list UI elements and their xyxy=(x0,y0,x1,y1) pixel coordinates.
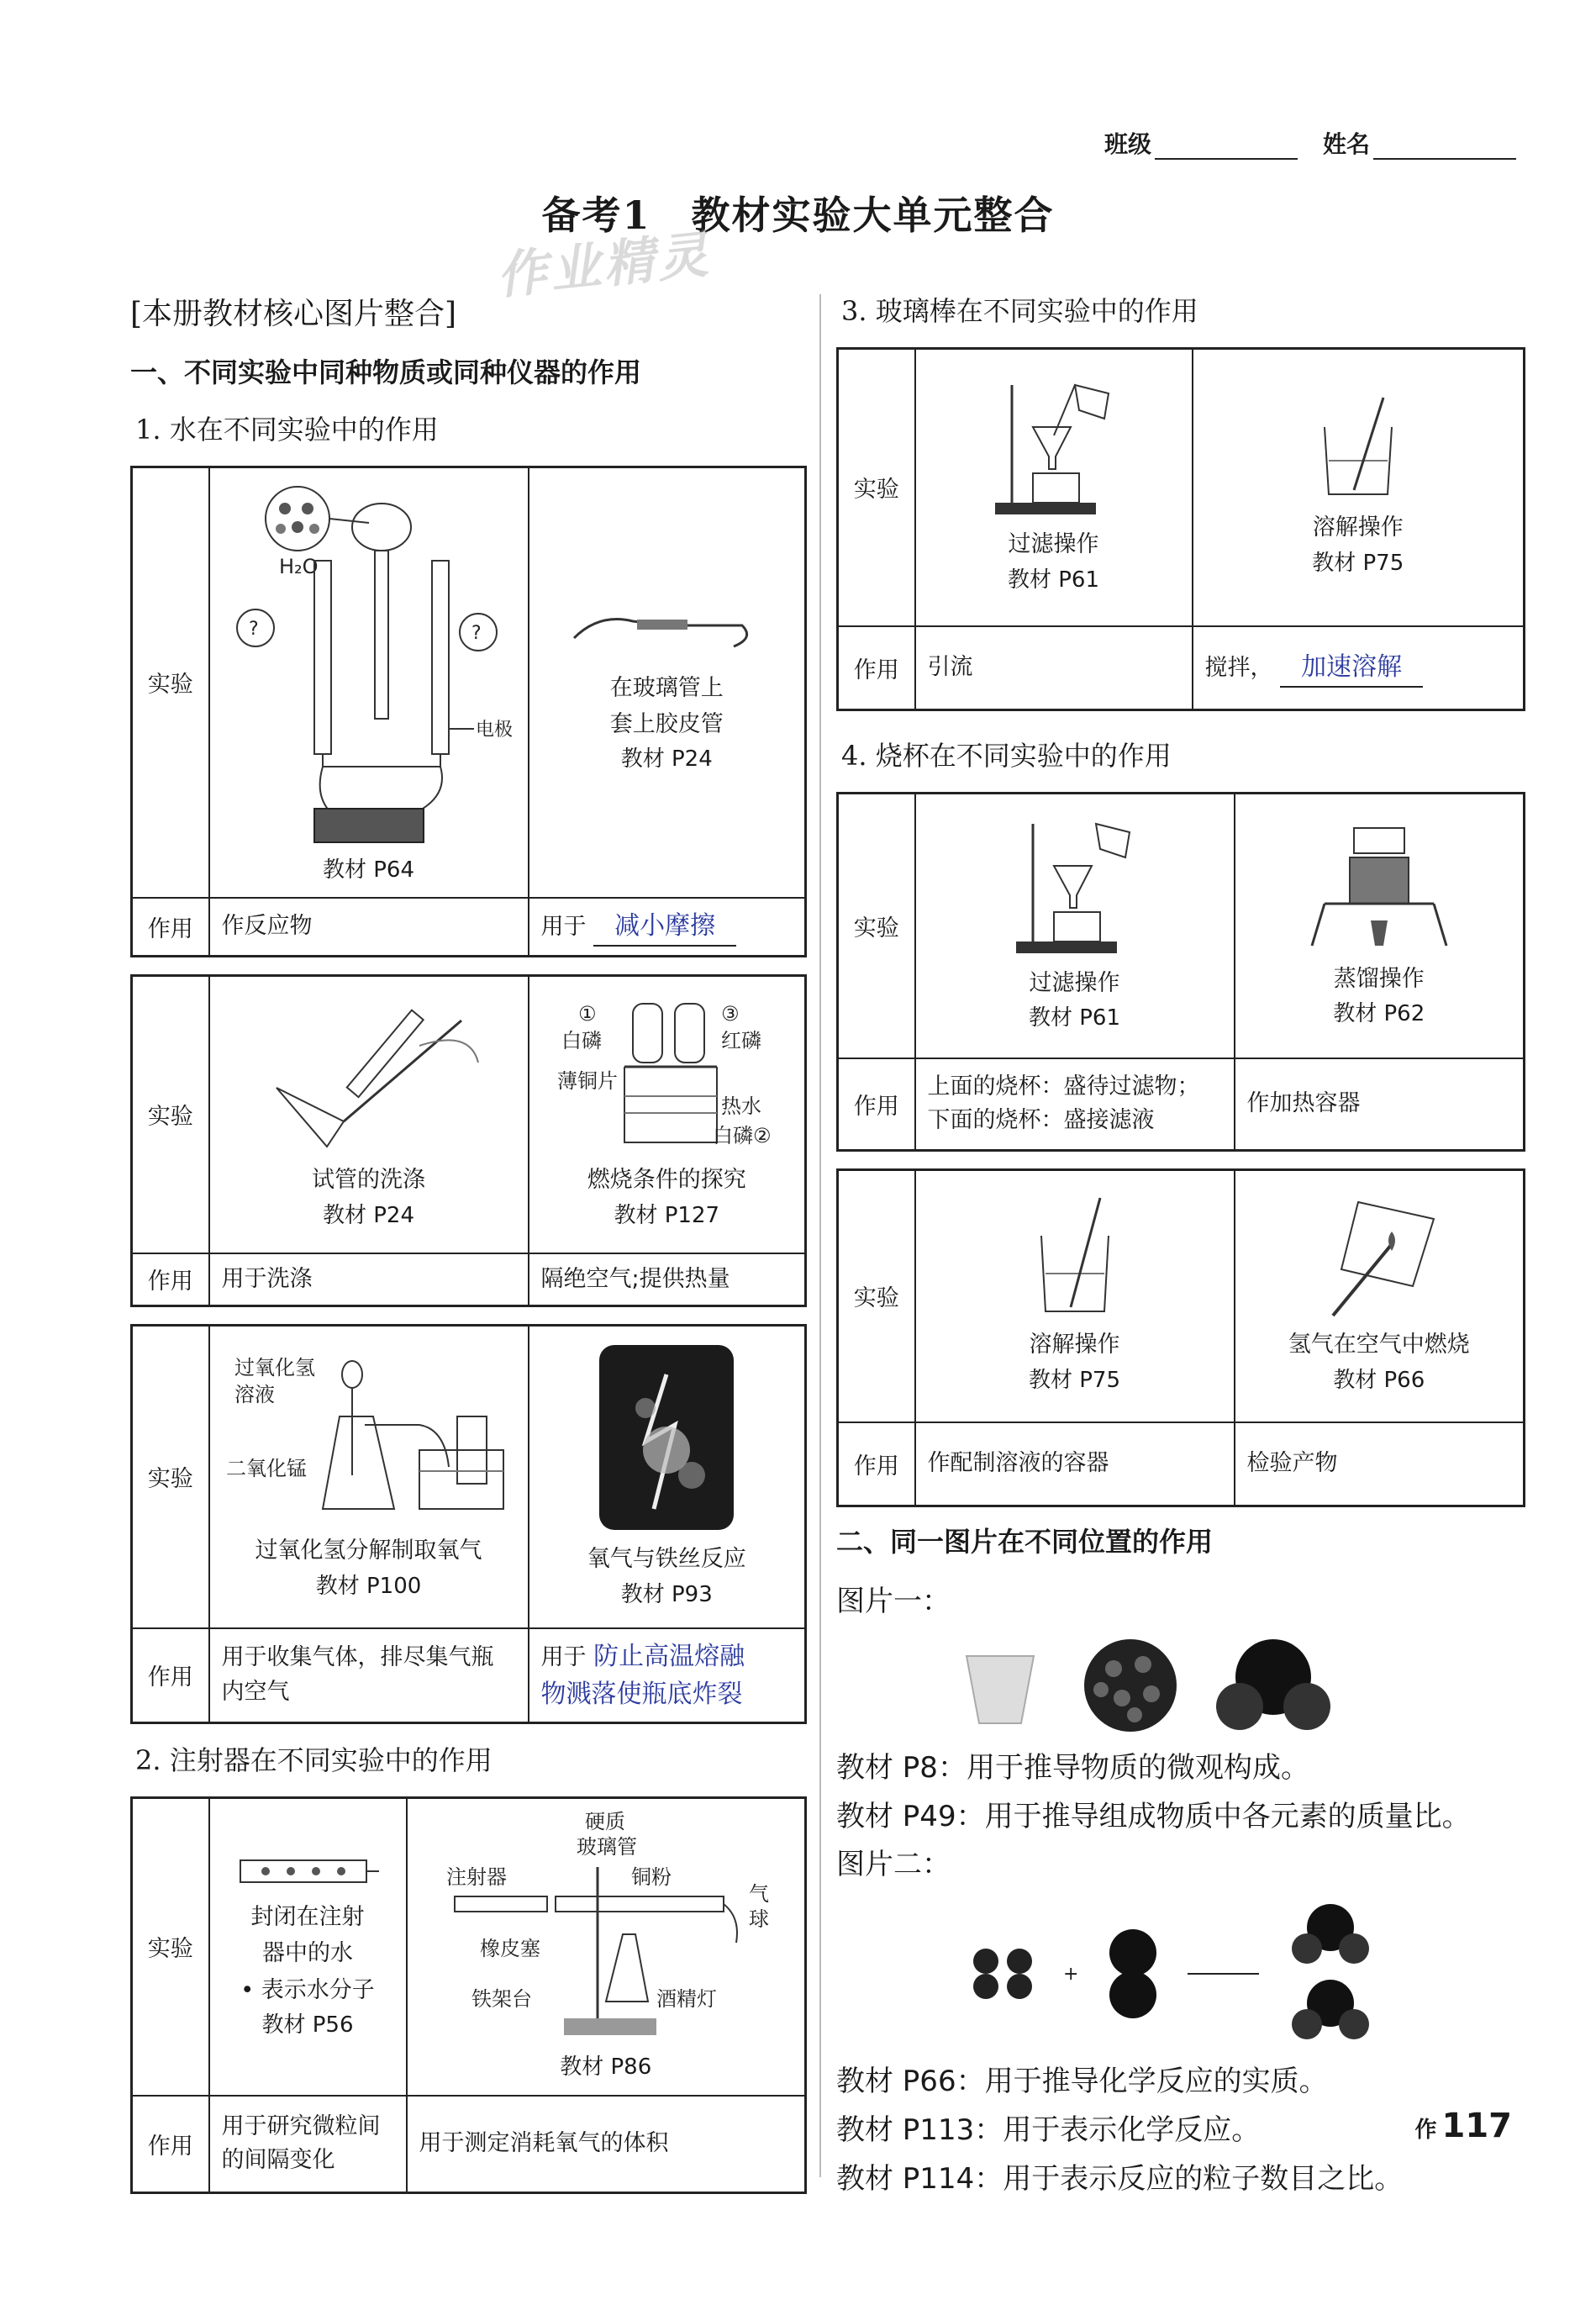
electrolysis-apparatus-icon xyxy=(230,477,513,847)
oxygen-generation-apparatus-icon xyxy=(226,1349,512,1526)
oxygen-molecule-icon xyxy=(1104,1928,1162,2020)
figure-distillation xyxy=(1235,794,1525,1058)
figure-combustion xyxy=(529,976,806,1253)
figure-electrolysis xyxy=(209,467,529,898)
hydrogen-burning-icon xyxy=(1308,1194,1451,1320)
class-label: 班级 xyxy=(1104,130,1151,158)
svg-text:二氧化锰: 二氧化锰 xyxy=(225,1457,307,1481)
row-label-role: 作用 xyxy=(132,1628,209,1723)
svg-text:玻璃管: 玻璃管 xyxy=(576,1835,637,1859)
caption-filtration: 过滤操作 xyxy=(1008,531,1099,558)
caption-hydrogen-burning-ref: 教材 P66 xyxy=(1333,1367,1425,1393)
caption-electrolysis: 教材 P64 xyxy=(322,857,415,883)
glass-rod-table xyxy=(836,347,1525,711)
role-prefix: 用于 xyxy=(540,1643,587,1670)
figure-tube-washing xyxy=(209,976,529,1253)
svg-text:①: ① xyxy=(578,1002,597,1026)
dissolving-beaker-icon xyxy=(1024,1194,1125,1320)
caption-filtration-beaker-ref: 教材 P61 xyxy=(1028,1005,1121,1031)
iron-wire-burning-photo-icon xyxy=(595,1341,738,1534)
page-number xyxy=(1414,2107,1512,2145)
role-text: 作加热容器 xyxy=(1235,1058,1525,1151)
hydrogen-molecules-icon xyxy=(971,1944,1038,2003)
svg-text:薄铜片: 薄铜片 xyxy=(557,1069,619,1094)
caption-combustion: 燃烧条件的探究 xyxy=(587,1167,746,1194)
caption-dissolving: 溶解操作 xyxy=(1312,514,1404,541)
page-prefix: 作 xyxy=(1414,2118,1437,2143)
row-label-experiment: 实验 xyxy=(132,976,209,1253)
caption-oxygen-prep-ref: 教材 P100 xyxy=(315,1573,422,1599)
syringe-table xyxy=(130,1796,807,2194)
figure-oxygen-volume xyxy=(407,1797,806,2096)
svg-text:球: 球 xyxy=(748,1907,769,1932)
class-blank xyxy=(1155,135,1298,160)
svg-text:气: 气 xyxy=(748,1882,769,1907)
figure-syringe-water xyxy=(209,1797,407,2096)
row-label-role: 作用 xyxy=(838,626,915,710)
svg-text:注射器: 注射器 xyxy=(445,1865,507,1890)
header-fields xyxy=(1104,126,1516,160)
caption-dissolving-ref: 教材 P75 xyxy=(1312,550,1404,576)
bracket-heading: [本册教材核心图片整合] xyxy=(130,297,457,331)
water-table-2 xyxy=(130,974,807,1307)
electrode-label: 电极 xyxy=(475,720,513,741)
row-label-experiment: 实验 xyxy=(132,1326,209,1628)
row-label-experiment: 实验 xyxy=(132,1797,209,2096)
sub-heading-glass-rod: 3. 玻璃棒在不同实验中的作用 xyxy=(841,295,1198,327)
filtration-icon xyxy=(1008,815,1142,958)
svg-text:溶液: 溶液 xyxy=(234,1383,275,1407)
svg-text:过氧化氢: 过氧化氢 xyxy=(234,1356,315,1380)
caption-syringe-2: 器中的水 xyxy=(262,1940,353,1967)
picture-1-line-2: 教材 P49：用于推导组成物质中各元素的质量比。 xyxy=(836,1799,1471,1833)
role-text: 用于测定消耗氧气的体积 xyxy=(407,2096,806,2192)
picture-1-label: 图片一： xyxy=(836,1585,951,1618)
caption-iron-wire: 氧气与铁丝反应 xyxy=(587,1546,746,1573)
row-label-role: 作用 xyxy=(132,2096,209,2192)
svg-text:铜粉: 铜粉 xyxy=(630,1865,672,1890)
beaker-table-2 xyxy=(836,1168,1525,1507)
page-number-value: 117 xyxy=(1441,2107,1512,2145)
row-label-experiment: 实验 xyxy=(838,1170,915,1422)
svg-text:?: ? xyxy=(471,623,482,644)
right-column xyxy=(836,290,1525,2204)
particle-cluster-icon xyxy=(1080,1635,1181,1736)
role-prefix: 搅拌， xyxy=(1204,654,1273,681)
picture-2-label: 图片二： xyxy=(836,1848,951,1882)
svg-text:橡皮塞: 橡皮塞 xyxy=(479,1937,540,1961)
caption-iron-wire-ref: 教材 P93 xyxy=(620,1581,713,1607)
caption-syringe-3: • 表示水分子 xyxy=(240,1976,375,2003)
dissolving-beaker-icon xyxy=(1308,393,1409,503)
caption-tube-washing-ref: 教材 P24 xyxy=(322,1202,415,1228)
figure-dissolving xyxy=(1193,349,1525,626)
svg-text:铁架台: 铁架台 xyxy=(471,1987,532,2012)
water-molecule-icon xyxy=(1214,1635,1332,1736)
name-field xyxy=(1323,126,1516,160)
section-heading-2: 二、同一图片在不同位置的作用 xyxy=(836,1526,1214,1558)
sub-heading-syringe: 2. 注射器在不同实验中的作用 xyxy=(135,1743,492,1776)
svg-text:硬质: 硬质 xyxy=(584,1810,625,1834)
role-text: 用于收集气体，排尽集气瓶内空气 xyxy=(209,1628,529,1723)
left-column xyxy=(130,290,807,2199)
svg-text:热水: 热水 xyxy=(721,1094,762,1119)
figure-iron-wire xyxy=(529,1326,806,1628)
distillation-icon xyxy=(1308,820,1451,954)
picture-1-row xyxy=(954,1635,1525,1736)
caption-syringe-ref: 教材 P56 xyxy=(261,2012,354,2038)
picture-2-line-2: 教材 P113：用于表示化学反应。 xyxy=(836,2112,1261,2147)
water-molecules-product-icon xyxy=(1288,1898,1372,2049)
section-heading-1: 一、不同实验中同种物质或同种仪器的作用 xyxy=(130,356,642,388)
caption-tube-washing: 试管的洗涤 xyxy=(312,1167,425,1194)
role-answer-cell xyxy=(1193,626,1525,710)
beaker-table-1 xyxy=(836,792,1525,1152)
caption-syringe-1: 封闭在注射 xyxy=(250,1904,365,1931)
h2o-label: H₂O xyxy=(278,555,319,578)
caption-oxygen-prep: 过氧化氢分解制取氧气 xyxy=(255,1538,482,1564)
role-text: 作配制溶液的容器 xyxy=(915,1422,1235,1506)
caption-glass-tube-2: 套上胶皮管 xyxy=(609,711,724,737)
role-text: 用于研究微粒间的间隔变化 xyxy=(209,2096,407,2192)
caption-glass-tube-ref: 教材 P24 xyxy=(620,746,713,773)
figure-oxygen-prep xyxy=(209,1326,529,1628)
oxygen-volume-apparatus-icon xyxy=(438,1808,774,2044)
watermark: 作业精灵 xyxy=(493,224,714,307)
svg-text:白磷②: 白磷② xyxy=(713,1124,772,1148)
caption-combustion-ref: 教材 P127 xyxy=(614,1202,720,1228)
picture-2-line-1: 教材 P66：用于推导化学反应的实质。 xyxy=(836,2065,1328,2099)
water-table-1 xyxy=(130,466,807,957)
role-text: 隔绝空气;提供热量 xyxy=(529,1253,806,1306)
test-tube-washing-icon xyxy=(251,995,487,1155)
row-label-role: 作用 xyxy=(132,898,209,957)
figure-glass-tube xyxy=(529,467,806,898)
hands-glass-tube-icon xyxy=(566,588,767,663)
caption-glass-tube-1: 在玻璃管上 xyxy=(609,674,724,701)
svg-text:?: ? xyxy=(248,619,259,640)
picture-2-row xyxy=(971,1898,1525,2049)
role-answer-cell xyxy=(529,1628,806,1723)
role-answer-cell xyxy=(529,898,806,957)
caption-dissolving-beaker-ref: 教材 P75 xyxy=(1028,1367,1121,1393)
svg-text:③: ③ xyxy=(721,1002,740,1026)
figure-filtration-beaker xyxy=(915,794,1235,1058)
answer-speed-dissolving: 加速溶解 xyxy=(1280,648,1423,688)
sub-heading-water: 1. 水在不同实验中的作用 xyxy=(135,414,439,446)
answer-prevent-line-2: 物溅落使瓶底炸裂 xyxy=(540,1679,743,1709)
caption-hydrogen-burning: 氢气在空气中燃烧 xyxy=(1288,1332,1470,1358)
row-label-experiment: 实验 xyxy=(132,467,209,898)
sub-heading-beaker: 4. 烧杯在不同实验中的作用 xyxy=(841,740,1172,772)
svg-text:红磷: 红磷 xyxy=(721,1029,762,1053)
plus-sign: + xyxy=(1063,1963,1079,1985)
row-label-role: 作用 xyxy=(838,1058,915,1151)
caption-oxygen-volume-ref: 教材 P86 xyxy=(560,2054,652,2081)
role-text: 引流 xyxy=(915,626,1193,710)
row-label-role: 作用 xyxy=(132,1253,209,1306)
row-label-experiment: 实验 xyxy=(838,349,915,626)
row-label-role: 作用 xyxy=(838,1422,915,1506)
svg-text:酒精灯: 酒精灯 xyxy=(656,1987,717,2012)
role-text: 上面的烧杯：盛待过滤物；下面的烧杯：盛接滤液 xyxy=(915,1058,1235,1151)
powder-cup-icon xyxy=(954,1639,1046,1732)
caption-distillation: 蒸馏操作 xyxy=(1333,965,1425,992)
column-divider xyxy=(819,294,821,2177)
picture-1-line-1: 教材 P8：用于推导物质的微观构成。 xyxy=(836,1750,1309,1785)
caption-filtration-beaker: 过滤操作 xyxy=(1029,969,1120,996)
name-label: 姓名 xyxy=(1322,130,1370,158)
role-prefix: 用于 xyxy=(540,913,587,940)
class-field xyxy=(1104,126,1298,160)
page-title: 备考1 教材实验大单元整合 xyxy=(541,193,1055,238)
row-label-experiment: 实验 xyxy=(838,794,915,1058)
name-blank xyxy=(1373,135,1516,160)
reaction-arrow-icon xyxy=(1188,1965,1263,1982)
figure-hydrogen-burning xyxy=(1235,1170,1525,1422)
figure-dissolving-beaker xyxy=(915,1170,1235,1422)
filtration-icon xyxy=(987,377,1121,520)
answer-prevent-line-1: 防止高温熔融 xyxy=(593,1641,745,1671)
svg-text:白磷: 白磷 xyxy=(561,1029,603,1053)
combustion-conditions-icon xyxy=(553,995,780,1155)
role-text: 检验产物 xyxy=(1235,1422,1525,1506)
picture-2-line-3: 教材 P114：用于表示反应的粒子数目之比。 xyxy=(836,2161,1404,2196)
role-text: 用于洗涤 xyxy=(209,1253,529,1306)
caption-distillation-ref: 教材 P62 xyxy=(1333,1001,1425,1027)
syringe-icon xyxy=(232,1850,383,1892)
role-text: 作反应物 xyxy=(209,898,529,957)
figure-filtration xyxy=(915,349,1193,626)
answer-reduce-friction: 减小摩擦 xyxy=(593,907,736,947)
caption-dissolving-beaker: 溶解操作 xyxy=(1029,1332,1120,1358)
caption-filtration-ref: 教材 P61 xyxy=(1007,567,1100,593)
water-table-3 xyxy=(130,1324,807,1724)
